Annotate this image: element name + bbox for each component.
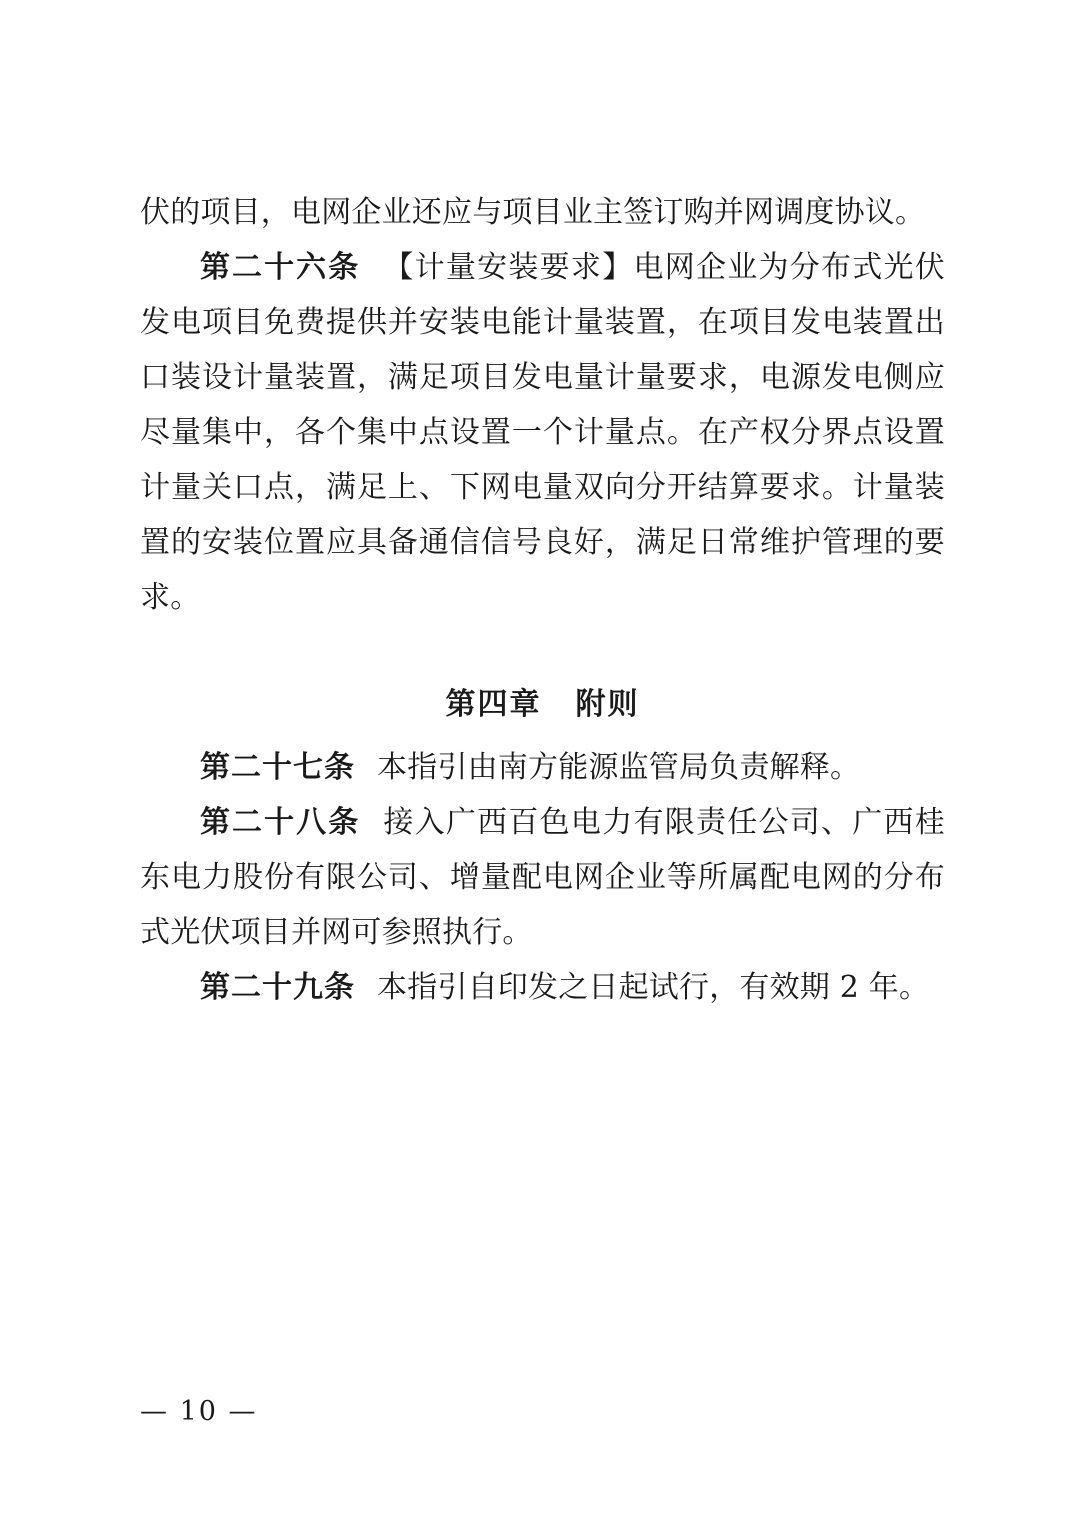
article-26-text: 【计量安装要求】电网企业为分布式光伏发电项目免费提供并安装电能计量装置，在项目发电装置出口装设计量装置，满足项目发电量计量要求，电源发电侧应尽量集中，各个集中点设置一个计量点。在产权分界点设置计量关口点，满足上、下网电量双向分开结算要求。计量装置的安装位置应具备通信信号良好，满足日常维护管理的要求。 xyxy=(140,250,946,615)
page-number-footer: — 10 — xyxy=(140,1396,258,1427)
article-28-text: 接入广西百色电力有限责任公司、广西桂东电力股份有限公司、增量配电网企业等所属配电网的分布式光伏项目并网可参照执行。 xyxy=(140,805,946,950)
article-27-text: 本指引由南方能源监管局负责解释。 xyxy=(377,750,861,785)
chapter-title: 附则 xyxy=(575,687,640,722)
paragraph-continued: 伏的项目，电网企业还应与项目业主签订购并网调度协议。 xyxy=(140,195,926,230)
article-27-paragraph xyxy=(140,740,945,795)
article-27-label: 第二十七条 xyxy=(200,750,355,785)
document-body xyxy=(140,185,945,1015)
article-29-label: 第二十九条 xyxy=(200,970,355,1005)
article-28-paragraph xyxy=(140,795,945,960)
article-26-label: 第二十六条 xyxy=(200,250,361,285)
chapter-number: 第四章 xyxy=(445,687,542,722)
article-29-text: 本指引自印发之日起试行，有效期 2 年。 xyxy=(377,970,930,1005)
chapter-heading xyxy=(140,677,945,732)
article-29-paragraph xyxy=(140,960,945,1015)
article-26-paragraph xyxy=(140,240,945,625)
article-28-label: 第二十八条 xyxy=(200,805,361,840)
